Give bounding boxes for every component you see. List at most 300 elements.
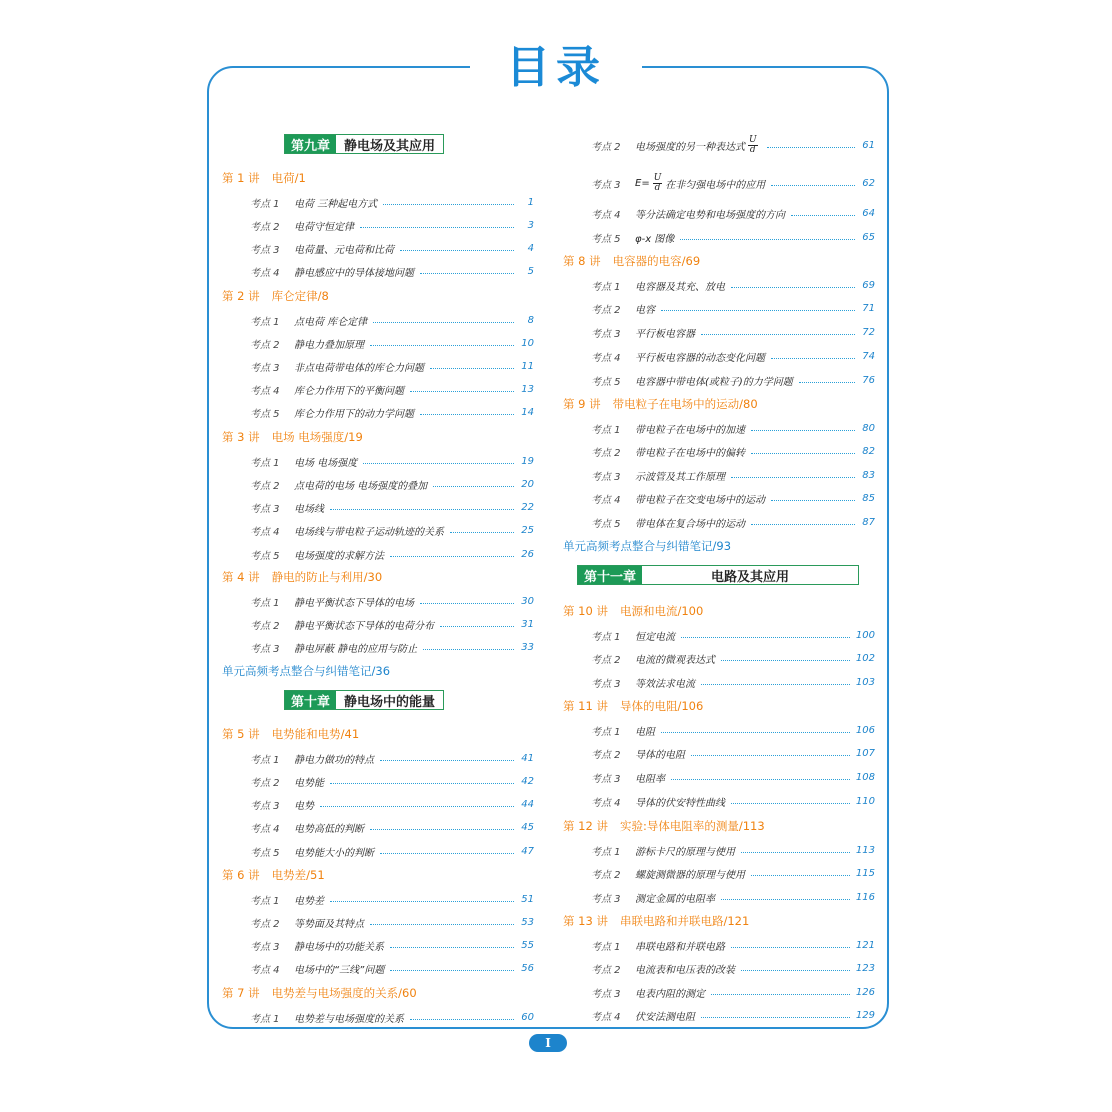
topic-title: 电容器中带电体(或粒子)的力学问题 [635, 376, 793, 388]
topic-title: 电势能 [294, 777, 324, 789]
topic-page: 71 [862, 303, 875, 315]
topic-number: 考点 4 [250, 386, 280, 398]
topic-number: 考点 2 [250, 777, 280, 789]
topic-item[interactable] [222, 888, 534, 910]
lecture-heading[interactable] [563, 910, 875, 932]
topic-page: 126 [855, 986, 875, 998]
topic-item[interactable] [563, 790, 875, 812]
lecture-number: 第 6 讲 [222, 868, 260, 882]
topic-page: 103 [855, 676, 875, 688]
topic-title: 电场中的“三线”问题 [294, 965, 385, 977]
topic-item[interactable] [563, 274, 875, 296]
leader-dots [721, 899, 850, 900]
topic-title-rest: 在非匀强电场中的应用 [665, 179, 766, 191]
topic-title: 等势面及其特点 [294, 918, 364, 930]
fraction-numerator: U [653, 172, 662, 183]
topic-page: 108 [855, 771, 875, 783]
lecture-title: 实验:导体电阻率的测量/113 [619, 819, 765, 833]
topic-item[interactable] [222, 958, 534, 980]
chapter-heading [284, 690, 444, 710]
topic-item[interactable] [563, 981, 875, 1003]
topic-item[interactable] [222, 911, 534, 933]
lecture-heading[interactable] [563, 815, 875, 837]
leader-dots [751, 875, 850, 876]
lecture-title: 电场 电场强度/19 [271, 430, 363, 444]
topic-title: 点电荷 库仑定律 [294, 316, 368, 328]
chapter-name: 静电场及其应用 [336, 135, 443, 153]
topic-number: 考点 4 [591, 495, 621, 507]
topic-page: 5 [527, 266, 534, 278]
topic-page: 74 [862, 350, 875, 362]
topic-item[interactable] [222, 332, 534, 354]
unit-summary-link[interactable]: 单元高频考点整合与纠错笔记/36 [222, 664, 391, 678]
leader-dots [370, 924, 514, 925]
topic-item[interactable] [222, 770, 534, 792]
leader-dots [701, 684, 850, 685]
topic-page: 47 [521, 845, 534, 857]
leader-dots [751, 430, 855, 431]
topic-page: 65 [862, 231, 875, 243]
topic-number: 考点 1 [591, 424, 621, 436]
leader-dots [771, 500, 855, 501]
lecture-title: 电源和电流/100 [619, 604, 704, 618]
topic-title: 点电荷的电场 电场强度的叠加 [294, 480, 428, 492]
topic-item[interactable] [563, 226, 875, 248]
leader-dots [433, 486, 514, 487]
topic-page: 61 [862, 139, 875, 151]
topic-item[interactable] [563, 719, 875, 741]
unit-summary-link[interactable]: 单元高频考点整合与纠错笔记/93 [563, 539, 732, 553]
topic-item[interactable] [222, 261, 534, 283]
leader-dots [767, 147, 855, 148]
topic-title: 电势高低的判断 [294, 824, 364, 836]
topic-number: 考点 2 [591, 655, 621, 667]
lecture-title: 导体的电阻/106 [619, 699, 704, 713]
topic-number: 考点 3 [250, 362, 280, 374]
topic-number: 考点 5 [591, 233, 621, 245]
topic-title: 平行板电容器 [635, 329, 695, 341]
topic-item[interactable] [563, 298, 875, 320]
topic-title: 串联电路和并联电路 [635, 941, 725, 953]
chapter-number: 第十一章 [578, 566, 642, 584]
lecture-heading[interactable] [222, 426, 534, 448]
leader-dots [791, 215, 855, 216]
leader-dots [681, 637, 850, 638]
topic-item[interactable] [563, 369, 875, 391]
lecture-heading[interactable] [222, 566, 534, 588]
topic-item[interactable] [222, 379, 534, 401]
lecture-title: 电势差与电场强度的关系/60 [271, 986, 417, 1000]
lecture-number: 第 4 讲 [222, 570, 260, 584]
lecture-title: 静电的防止与利用/30 [271, 570, 383, 584]
topic-number: 考点 2 [250, 918, 280, 930]
chapter-name: 静电场中的能量 [336, 691, 443, 709]
leader-dots [430, 368, 514, 369]
topic-item[interactable] [563, 671, 875, 693]
page-title: 目录 [506, 42, 606, 93]
topic-title: 非点电荷带电体的库仑力问题 [294, 362, 424, 374]
chapter-number: 第九章 [285, 135, 336, 153]
lecture-number: 第 7 讲 [222, 986, 260, 1000]
topic-title: 静电屏蔽 静电的应用与防止 [294, 643, 418, 655]
topic-page: 64 [862, 207, 875, 219]
topic-page: 56 [521, 963, 534, 975]
topic-number: 考点 1 [250, 457, 280, 469]
topic-title: 平行板电容器的动态变化问题 [635, 352, 765, 364]
topic-number: 考点 2 [250, 339, 280, 351]
leader-dots [799, 382, 855, 383]
topic-item[interactable] [222, 817, 534, 839]
topic-item[interactable] [563, 172, 875, 194]
topic-number: 考点 1 [250, 316, 280, 328]
topic-title: 电场强度的求解方法 [294, 550, 384, 562]
leader-dots [360, 227, 514, 228]
topic-title: 静电平衡状态下导体的电荷分布 [294, 620, 434, 632]
topic-page: 20 [521, 478, 534, 490]
topic-page: 11 [521, 360, 534, 372]
topic-page: 100 [855, 629, 875, 641]
leader-dots [771, 185, 855, 186]
lecture-heading[interactable] [563, 393, 875, 415]
lecture-number: 第 1 讲 [222, 171, 260, 185]
topic-item[interactable] [222, 214, 534, 236]
topic-item[interactable] [222, 450, 534, 472]
lecture-heading[interactable] [563, 250, 875, 272]
leader-dots [390, 556, 514, 557]
topic-page: 116 [855, 891, 875, 903]
lecture-title: 电容器的电容/69 [612, 254, 701, 268]
topic-page: 53 [521, 916, 534, 928]
topic-title: 电荷量、元电荷和比荷 [294, 245, 394, 257]
title-area [470, 40, 642, 96]
lecture-title: 库仑定律/8 [271, 289, 329, 303]
topic-title: 静电力做功的特点 [294, 754, 374, 766]
topic-title: 带电粒子在交变电场中的运动 [635, 495, 765, 507]
topic-item[interactable] [222, 747, 534, 769]
topic-page: 30 [521, 595, 534, 607]
topic-title: 电流表和电压表的改装 [635, 965, 735, 977]
topic-page: 19 [521, 455, 534, 467]
leader-dots [363, 463, 514, 464]
topic-number: 考点 2 [591, 870, 621, 882]
leader-dots [751, 453, 855, 454]
topic-item[interactable] [563, 1005, 875, 1027]
topic-title: 电阻 [635, 726, 655, 738]
topic-item[interactable] [222, 497, 534, 519]
topic-number: 考点 1 [591, 846, 621, 858]
topic-number: 考点 3 [591, 893, 621, 905]
leader-dots [661, 310, 855, 311]
page-number-badge: I [529, 1034, 567, 1052]
topic-number: 考点 5 [591, 518, 621, 530]
topic-page: 33 [521, 641, 534, 653]
chapter-heading [577, 565, 859, 585]
leader-dots [691, 755, 850, 756]
topic-page: 41 [521, 752, 534, 764]
topic-page: 44 [521, 799, 534, 811]
leader-dots [423, 649, 514, 650]
topic-number: 考点 2 [591, 141, 621, 153]
topic-number: 考点 2 [591, 305, 621, 317]
topic-number: 考点 2 [250, 221, 280, 233]
topic-number: 考点 5 [591, 376, 621, 388]
topic-number: 考点 4 [591, 1012, 621, 1024]
topic-page: 22 [521, 502, 534, 514]
topic-title: 恒定电流 [635, 631, 675, 643]
topic-item[interactable] [222, 238, 534, 260]
topic-title: 电势差与电场强度的关系 [294, 1013, 404, 1025]
topic-item[interactable] [563, 464, 875, 486]
topic-item[interactable] [563, 624, 875, 646]
topic-title: φ-x 图像 [635, 233, 675, 245]
lecture-title: 电势能和电势/41 [271, 727, 360, 741]
fraction-denominator: d [749, 144, 756, 155]
topic-item[interactable] [563, 488, 875, 510]
topic-item[interactable] [563, 743, 875, 765]
topic-title: 电阻率 [635, 773, 665, 785]
topic-number: 考点 4 [591, 209, 621, 221]
topic-item[interactable] [563, 345, 875, 367]
topic-page: 102 [855, 653, 875, 665]
topic-item[interactable] [222, 473, 534, 495]
topic-title: 库仑力作用下的动力学问题 [294, 409, 414, 421]
topic-title: 电势差 [294, 895, 324, 907]
topic-title: 游标卡尺的原理与使用 [635, 846, 735, 858]
topic-title: 电场强度的另一种表达式 [635, 141, 745, 153]
leader-dots [420, 414, 514, 415]
topic-page: 87 [862, 516, 875, 528]
topic-title: 带电粒子在电场中的偏转 [635, 448, 745, 460]
leader-dots [731, 287, 855, 288]
topic-page: 129 [855, 1010, 875, 1022]
chapter-heading [284, 134, 444, 154]
topic-page: 60 [521, 1011, 534, 1023]
lecture-heading[interactable] [563, 695, 875, 717]
topic-number: 考点 4 [250, 527, 280, 539]
topic-number: 考点 2 [250, 620, 280, 632]
topic-title: 电表内阻的测定 [635, 988, 705, 1000]
topic-number: 考点 3 [250, 942, 280, 954]
topic-number: 考点 1 [250, 1013, 280, 1025]
topic-number: 考点 1 [591, 281, 621, 293]
leader-dots [370, 345, 514, 346]
leader-dots [390, 970, 514, 971]
topic-item[interactable] [222, 543, 534, 565]
fraction-formula [653, 174, 663, 193]
topic-item[interactable] [222, 1006, 534, 1028]
lecture-number: 第 3 讲 [222, 430, 260, 444]
leader-dots [330, 901, 514, 902]
topic-number: 考点 4 [591, 797, 621, 809]
leader-dots [741, 852, 850, 853]
leader-dots [373, 322, 514, 323]
topic-number: 考点 5 [250, 409, 280, 421]
topic-page: 113 [855, 844, 875, 856]
leader-dots [410, 1019, 514, 1020]
topic-number: 考点 2 [591, 448, 621, 460]
topic-page: 4 [527, 243, 534, 255]
topic-number: 考点 1 [591, 726, 621, 738]
leader-dots [420, 603, 514, 604]
topic-number: 考点 3 [591, 773, 621, 785]
lecture-heading[interactable] [222, 285, 534, 307]
topic-page: 82 [862, 446, 875, 458]
topic-item[interactable] [563, 441, 875, 463]
topic-number: 考点 2 [591, 750, 621, 762]
topic-title: 静电平衡状态下导体的电场 [294, 597, 414, 609]
leader-dots [711, 994, 850, 995]
topic-page: 76 [862, 374, 875, 386]
lecture-heading[interactable] [222, 723, 534, 745]
topic-item[interactable] [563, 648, 875, 670]
topic-number: 考点 3 [591, 329, 621, 341]
topic-title: 螺旋测微器的原理与使用 [635, 870, 745, 882]
lecture-number: 第 9 讲 [563, 397, 601, 411]
topic-page: 45 [521, 822, 534, 834]
topic-title: 导体的伏安特性曲线 [635, 797, 725, 809]
topic-page: 106 [855, 724, 875, 736]
chapter-number: 第十章 [285, 691, 336, 709]
topic-item[interactable] [222, 613, 534, 635]
topic-number: 考点 5 [250, 847, 280, 859]
lecture-heading[interactable] [222, 864, 534, 886]
topic-item[interactable] [222, 840, 534, 862]
topic-title: 电场线与带电粒子运动轨迹的关系 [294, 527, 444, 539]
leader-dots [320, 806, 514, 807]
topic-item[interactable] [222, 636, 534, 658]
leader-dots [330, 509, 514, 510]
topic-item[interactable] [563, 886, 875, 908]
topic-item[interactable] [563, 417, 875, 439]
topic-title: 库仑力作用下的平衡问题 [294, 386, 404, 398]
topic-number: 考点 3 [250, 245, 280, 257]
topic-title: 等效法求电流 [635, 678, 695, 690]
leader-dots [701, 334, 855, 335]
topic-number: 考点 2 [250, 480, 280, 492]
fraction-formula [748, 136, 758, 155]
topic-item[interactable] [563, 934, 875, 956]
topic-item[interactable] [222, 794, 534, 816]
topic-page: 42 [521, 775, 534, 787]
topic-number: 考点 1 [250, 597, 280, 609]
leader-dots [390, 947, 514, 948]
topic-page: 121 [855, 939, 875, 951]
lecture-heading[interactable] [222, 982, 534, 1004]
fraction-denominator: d [654, 182, 661, 193]
topic-item[interactable] [563, 202, 875, 224]
topic-number: 考点 3 [250, 801, 280, 813]
topic-title: 伏安法测电阻 [635, 1012, 695, 1024]
topic-title: 电场 电场强度 [294, 457, 358, 469]
topic-item[interactable] [563, 839, 875, 861]
topic-number: 考点 3 [591, 179, 621, 191]
lecture-heading[interactable] [563, 600, 875, 622]
leader-dots [450, 532, 514, 533]
topic-title: 带电粒子在电场中的加速 [635, 424, 745, 436]
leader-dots [751, 524, 855, 525]
topic-title: 带电体在复合场中的运动 [635, 518, 745, 530]
topic-title: 电流的微观表达式 [635, 655, 715, 667]
topic-item[interactable] [563, 958, 875, 980]
topic-page: 72 [862, 327, 875, 339]
topic-title: 电荷 三种起电方式 [294, 198, 378, 210]
topic-page: 69 [862, 279, 875, 291]
topic-number: 考点 3 [591, 471, 621, 483]
lecture-number: 第 12 讲 [563, 819, 608, 833]
topic-page: 10 [521, 337, 534, 349]
lecture-title: 带电粒子在电场中的运动/80 [612, 397, 758, 411]
topic-title: 电场线 [294, 504, 324, 516]
lecture-title: 电势差/51 [271, 868, 325, 882]
topic-number: 考点 5 [250, 550, 280, 562]
topic-item[interactable] [563, 134, 875, 156]
topic-page: 1 [527, 196, 534, 208]
lecture-heading[interactable] [222, 167, 534, 189]
topic-number: 考点 1 [250, 198, 280, 210]
topic-number: 考点 1 [591, 941, 621, 953]
topic-page: 83 [862, 469, 875, 481]
topic-item[interactable] [222, 590, 534, 612]
leader-dots [701, 1017, 850, 1018]
leader-dots [380, 853, 514, 854]
topic-page: 31 [521, 618, 534, 630]
topic-title: 静电力叠加原理 [294, 339, 364, 351]
topic-page: 13 [521, 384, 534, 396]
lecture-number: 第 13 讲 [563, 914, 608, 928]
chapter-name: 电路及其应用 [642, 566, 858, 584]
leader-dots [741, 970, 850, 971]
topic-number: 考点 3 [250, 643, 280, 655]
leader-dots [330, 783, 514, 784]
topic-page: 123 [855, 963, 875, 975]
topic-title: 电势能大小的判断 [294, 847, 374, 859]
topic-item[interactable] [222, 309, 534, 331]
lecture-number: 第 2 讲 [222, 289, 260, 303]
topic-item[interactable] [563, 511, 875, 533]
topic-number: 考点 1 [591, 631, 621, 643]
topic-item[interactable] [222, 402, 534, 424]
leader-dots [771, 358, 855, 359]
leader-dots [383, 204, 514, 205]
topic-title: 电容 [635, 305, 655, 317]
topic-page: 107 [855, 748, 875, 760]
topic-item[interactable] [222, 520, 534, 542]
topic-page: 8 [527, 314, 534, 326]
topic-item[interactable] [222, 935, 534, 957]
topic-page: 51 [521, 893, 534, 905]
topic-page: 110 [855, 795, 875, 807]
topic-number: 考点 3 [591, 678, 621, 690]
topic-page: 55 [521, 940, 534, 952]
topic-item[interactable] [563, 766, 875, 788]
topic-item[interactable] [563, 322, 875, 344]
leader-dots [420, 273, 514, 274]
topic-item[interactable] [563, 863, 875, 885]
leader-dots [661, 732, 850, 733]
topic-item[interactable] [222, 355, 534, 377]
topic-item[interactable] [222, 191, 534, 213]
lecture-number: 第 8 讲 [563, 254, 601, 268]
topic-number: 考点 3 [250, 504, 280, 516]
topic-title: 静电场中的功能关系 [294, 942, 384, 954]
topic-page: 62 [862, 177, 875, 189]
leader-dots [731, 947, 850, 948]
topic-title: 电荷守恒定律 [294, 221, 354, 233]
topic-number: 考点 4 [250, 965, 280, 977]
topic-number: 考点 1 [250, 895, 280, 907]
topic-number: 考点 4 [591, 352, 621, 364]
lecture-number: 第 10 讲 [563, 604, 608, 618]
